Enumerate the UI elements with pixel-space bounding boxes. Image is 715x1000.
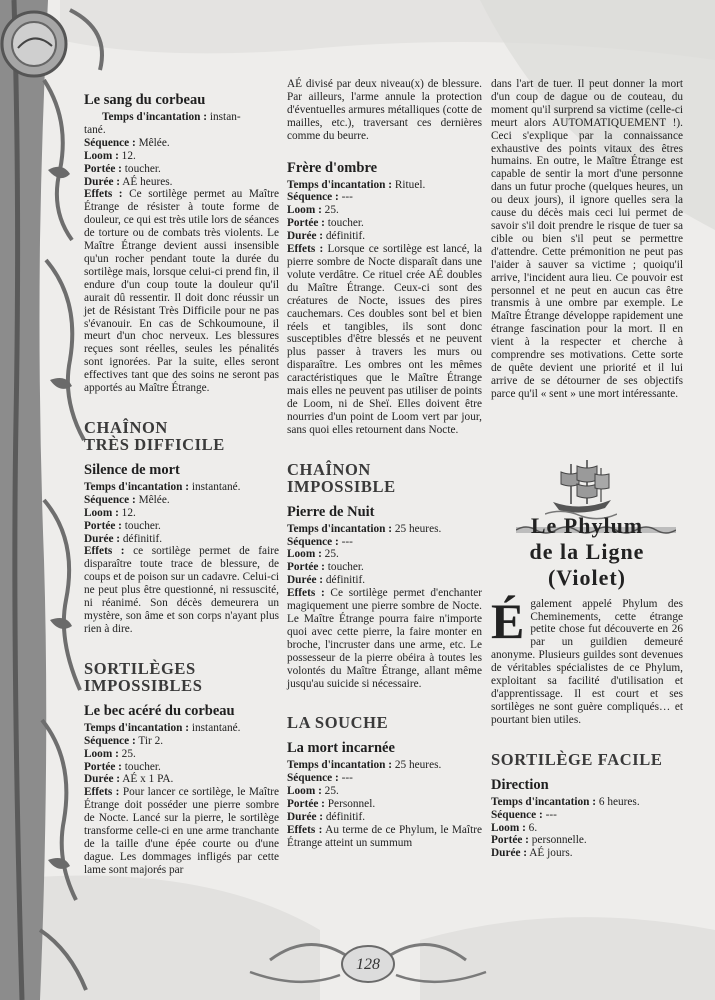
stat-time: Temps d'incantation : instan-: [102, 111, 241, 123]
continued-text: AÉ divisé par deux niveau(x) de blessure. Par ailleurs, l'arme annule la protection d'éventuelles armures métalliques (cotte de mailles, etc.), traversant ces dernières comme du beurre.: [287, 78, 482, 142]
stat-duration: Durée : AÉ heures.: [84, 175, 173, 188]
stat-sequence: Séquence : Mêlée.: [84, 136, 170, 149]
stat-duration: Durée : définitif.: [287, 230, 366, 243]
stat-time: Temps d'incantation : Rituel.: [287, 178, 426, 191]
spell-effects: Effets : Pour lancer ce sortilège, le Maître Étrange doit posséder une pierre sombre de Nocte. Lancé sur la pierre, le sortilège transforme celle-ci en une arme tranchante de la taille d'une épée courte ou d'une dague. Les dommages infligés par cette lame sont majorés par: [84, 786, 279, 876]
stat-loom: Loom : 25.: [287, 548, 339, 561]
stat-sequence: Séquence : Mêlée.: [84, 493, 170, 506]
spell-effects: Effets : ce sortilège permet de faire disparaître toute trace de blessure, de coups et de poison sur un cadavre. Celui-ci ne peut plus être questionné, ni ressuscité, ni réanimé. Son décès demeurera un mystère, son âme et son corps n'ayant plus rien à dire.: [84, 545, 279, 635]
stat-range: Portée : toucher.: [287, 217, 364, 230]
stat-range: Portée : toucher.: [84, 760, 161, 773]
section-heading: CHAÎNON TRÈS DIFFICILE: [84, 417, 225, 454]
stat-sequence: Séquence : ---: [491, 808, 557, 821]
stat-loom: Loom : 25.: [84, 747, 136, 760]
stat-sequence: Séquence : ---: [287, 535, 353, 548]
continued-text: dans l'art de tuer. Il peut donner la mort d'un coup de dague ou de couteau, du moment qu'il surprend sa victime (celle-ci meurt alors AUTOMATIQUEMENT !). Ceci s'explique par la connaissance exhaustive des points vitaux des êtres humains. En outre, le Maître Étrange est capable de sentir la mort d'une personne dans un futur proche (quelques heures, un ou deux jours), il ignore quelles sera la cause du décès mais ceci lui permet de savoir s'il doit prendre le risque de tuer sa cible ou bien s'il peut se permettre d'attendre. Cette prémonition ne peut pas l'aider à sauver sa victime ; quoiqu'il arrive, l'incident aura lieu. Ce pouvoir est personnel et ne peut en aucun cas être transmis à une ombre par exemple. Le Maître Étrange développe rapidement une étrange fascination pour la mort. Il en vient à la respecter et cherche à comprendre ses motivations. Cette sorte de quête devient une priorité et il lui arrive de se détourner de ses objectifs parce qu'il « sent » une mort intéressante.: [491, 78, 683, 400]
spell-title: Frère d'ombre: [287, 159, 378, 176]
spell-title: Pierre de Nuit: [287, 503, 375, 520]
column-right: [491, 78, 683, 860]
stat-loom: Loom : 25.: [287, 785, 339, 798]
stat-time: Temps d'incantation : instantané.: [84, 721, 241, 734]
stat-time: Temps d'incantation : instantané.: [84, 480, 241, 493]
stat-range: Portée : toucher.: [84, 519, 161, 532]
spell-title: Le sang du corbeau: [84, 92, 206, 108]
stat-loom: Loom : 12.: [84, 506, 136, 519]
page-number: 128: [356, 956, 380, 973]
spell-title: Direction: [491, 776, 549, 793]
stat-sequence: Séquence : ---: [287, 191, 353, 204]
stat-duration: Durée : AÉ x 1 PA.: [84, 773, 174, 786]
stat-duration: Durée : définitif.: [287, 574, 366, 587]
stat-loom: Loom : 12.: [84, 149, 136, 162]
spell-effects: Effets : Ce sortilège permet d'enchanter magiquement une pierre sombre de Nocte. Le Maître Étrange pourra faire n'importe quoi avec cette pierre, la faire monter en broche, l'incruster dans une arme, etc. Le possesseur de la pierre obéira à toutes les volontés du Maître Étrange, allant même jusqu'au suicide si nécessaire.: [287, 587, 482, 690]
stat-time: Temps d'incantation : 6 heures.: [491, 795, 640, 808]
section-heading: LA SOUCHE: [287, 713, 389, 733]
phylum-intro: Également appelé Phylum des Cheminements, cette étrange petite chose fut découverte en 26 par un guildien demeuré anonyme. Plusieurs guildes sont devenues de véritables spécialistes de ce Phylum, exploitant sa facilité d'utilisation et d'apprentissage. Il est court et ses sortilèges ne sont guère compliqués… et pourtant bien utiles.: [491, 592, 683, 726]
section-heading: CHAÎNON IMPOSSIBLE: [287, 459, 396, 496]
stat-sequence: Séquence : Tir 2.: [84, 734, 164, 747]
stat-duration: Durée : définitif.: [287, 811, 366, 824]
stat-time: Temps d'incantation : 25 heures.: [287, 522, 442, 535]
spell-title: Silence de mort: [84, 461, 180, 478]
stat-time: Temps d'incantation : 25 heures.: [287, 759, 442, 772]
spell-effects: Effets : Au terme de ce Phylum, le Maître Étrange atteint un summum: [287, 823, 482, 849]
drop-cap: É: [491, 592, 525, 649]
stat-loom: Loom : 25.: [287, 204, 339, 217]
column-middle: [287, 78, 482, 850]
section-heading: SORTILÈGES IMPOSSIBLES: [84, 658, 203, 695]
stat-range: Portée : toucher.: [84, 162, 161, 175]
spell-effects: Effets : Ce sortilège permet au Maître Étrange de résister à toute forme de douleur, ce qui est très utile lors de séances de torture ou de combats très violents. Le Maître Étrange devient aussi insensible qu'un rocher pendant toute la durée du sortilège mais, lorsque celui-ci prend fin, il endure d'un coup toute la douleur qu'il aurait dû ressentir. Il doit donc réussir un jet de Résistant Très Difficile pour ne pas s'évanouir. En cas de Schkoumoune, il meurt d'un choc nerveux. Les blessures reçues sont réelles, seules les pénalités sont ignorées. Par la suite, elles seront effectives tant que des soins ne seront pas apportés au Maître Étrange.: [84, 188, 279, 395]
stat-sequence: Séquence : ---: [287, 772, 353, 785]
section-heading: SORTILÈGE FACILE: [491, 749, 663, 769]
stat-duration: Durée : AÉ jours.: [491, 847, 573, 860]
spell-title: Le bec acéré du corbeau: [84, 702, 235, 719]
spell-effects: Effets : Lorsque ce sortilège est lancé, la pierre sombre de Nocte disparaît dans une volute verdâtre. Ce rituel crée AÉ doubles du Maître Étrange. Ceux-ci sont des créatures de Nocte, issues des pires cauchemars. Ces doubles sont bel et bien réels et tangibles, ils sont donc susceptibles d'être blessés et ne peuvent plus passer à travers les murs ou disparaître. Les ombres ont les mêmes caractéristiques que le Maître Étrange mais elles ne peuvent pas utiliser de points de Loom, ni de Sheï. Elles doivent être nourries d'un point de Loom vert par jour, sans quoi elles retournent dans Nocte.: [287, 243, 483, 436]
stat-range: Portée : personnelle.: [491, 834, 587, 847]
stat-time-cont: tané.: [84, 123, 106, 136]
column-left: [84, 92, 279, 877]
stat-duration: Durée : définitif.: [84, 532, 163, 545]
stat-range: Portée : Personnel.: [287, 798, 376, 811]
spell-title: La mort incarnée: [287, 740, 395, 757]
stat-loom: Loom : 6.: [491, 821, 538, 834]
phylum-title: Le Phylum de la Ligne (Violet): [529, 512, 645, 590]
stat-range: Portée : toucher.: [287, 561, 364, 574]
